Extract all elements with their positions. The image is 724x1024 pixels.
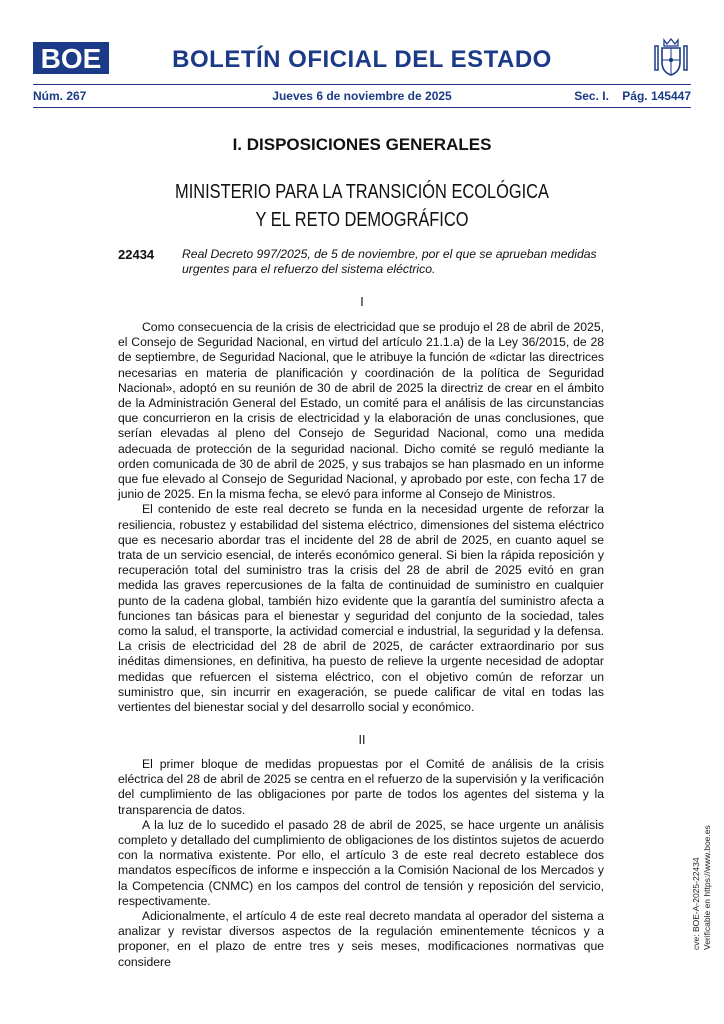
- section-ref: Sec. I.: [574, 89, 609, 103]
- paragraph: Adicionalmente, el artículo 4 de este real decreto mandata al operador del sistema a analizar y revistar diversos aspectos de la regulación eminentemente técnicos y a proponer, en el plazo de entre tres y seis meses, modificaciones normativas que considere: [118, 909, 604, 969]
- page-number: Pág. 145447: [622, 89, 691, 103]
- ministry-title: [65, 178, 659, 234]
- part-1-body: [118, 320, 604, 715]
- header-rule: [33, 84, 691, 85]
- verification-sidebar: [691, 825, 713, 950]
- verification-link[interactable]: Verificable en https://www.boe.es: [702, 825, 712, 950]
- paragraph: El contenido de este real decreto se funda en la necesidad urgente de reforzar la resiliencia, robustez y estabilidad del sistema eléctrico, dimensiones del sistema eléctrico que es necesario abordar tras el incidente del 28 de abril de 2025, en cuanto aquel se trata de un servicio esencial, de interés económico general. Si bien la rápida reposición y recuperación total del suministro tras la crisis del 28 de abril de 2025 evitó en gran medida las graves repercusiones de la falta de continuidad de suministro en cualquier punto de la cadena global, también hizo evidente que la garantía del suministro afecta a funciones tan básicas para el bienestar y seguridad del conjunto de la sociedad, tales como la salud, el transporte, la actividad comercial e industrial, la seguridad y la defensa. La crisis de electricidad del 28 de abril de 2025, de carácter extraordinario por sus inéditas dimensiones, en definitiva, ha puesto de relieve la urgente necesidad de adoptar medidas que refuercen el sistema eléctrico, con el objetivo común de reforzar un suministro que, sin incurrir en exageración, se puede calificar de vital en todas las vertientes del bienestar social y del desarrollo social y económico.: [118, 502, 604, 715]
- paragraph: El primer bloque de medidas propuestas por el Comité de análisis de la crisis eléctrica del 28 de abril de 2025 se centra en el refuerzo de la supervisión y la verificación del cumplimiento de las obligaciones por parte de todos los agentes del sistema y la transparencia de datos.: [118, 757, 604, 817]
- boe-logo: [33, 42, 109, 74]
- ministry-line-2: Y EL RETO DEMOGRÁFICO: [255, 209, 469, 231]
- cve-code: cve: BOE-A-2025-22434: [691, 857, 701, 950]
- part-heading-2: II: [358, 733, 366, 747]
- issue-number: Núm. 267: [33, 89, 87, 103]
- header-rule-bottom: [33, 107, 691, 108]
- header-bar: [33, 89, 691, 105]
- paragraph: A la luz de lo sucedido el pasado 28 de abril de 2025, se hace urgente un análisis completo y detallado del cumplimiento de obligaciones de los distintos sujetos de acuerdo con la normativa existente. Por ello, el artículo 3 de este real decreto establece dos mandatos específicos de informe e inspección a la Comisión Nacional de los Mercados y la Competencia (CNMC) en los campos del control de tensión y reposición del servicio, respectivamente.: [118, 817, 604, 908]
- page-reference: [574, 89, 691, 103]
- section-title: I. DISPOSICIONES GENERALES: [232, 135, 492, 154]
- coat-of-arms-icon: [652, 36, 690, 78]
- disposition-title: Real Decreto 997/2025, de 5 de noviembre, por el que se aprueban medidas urgentes para el refuerzo del sistema eléctrico.: [182, 247, 597, 276]
- masthead-title: BOLETÍN OFICIAL DEL ESTADO: [172, 46, 552, 73]
- ministry-line-1: MINISTERIO PARA LA TRANSICIÓN ECOLÓGICA: [175, 181, 549, 203]
- disposition-number: 22434: [118, 247, 155, 262]
- issue-date: Jueves 6 de noviembre de 2025: [272, 89, 452, 103]
- part-2-body: [118, 757, 604, 970]
- part-heading-1: I: [360, 295, 364, 309]
- logo-text: BOE: [40, 43, 102, 74]
- paragraph: Como consecuencia de la crisis de electricidad que se produjo el 28 de abril de 2025, el Consejo de Seguridad Nacional, en virtud del artículo 21.1.a) de la Ley 36/2015, de 28 de septiembre, de Seguridad Nacional, que le atribuye la función de «dictar las directrices necesarias en materia de planificación y coordinación de la política de Seguridad Nacional», adoptó en su reunión de 30 de abril de 2025 la directriz de crear en el ámbito de la Administración General del Estado, un comité para el análisis de las circunstancias que concurrieron en la crisis de electricidad y la elaboración de unas conclusiones, que serían elevadas al pleno del Consejo de Seguridad Nacional, como una medida adecuada de protección de la seguridad nacional. Dicho comité se reguló mediante la orden comunicada de 30 de abril de 2025, y sus trabajos se han plasmado en un informe que fue elevado al Consejo de Seguridad Nacional, y aprobado por este, con fecha 17 de junio de 2025. En la misma fecha, se elevó para informe al Consejo de Ministros.: [118, 320, 604, 502]
